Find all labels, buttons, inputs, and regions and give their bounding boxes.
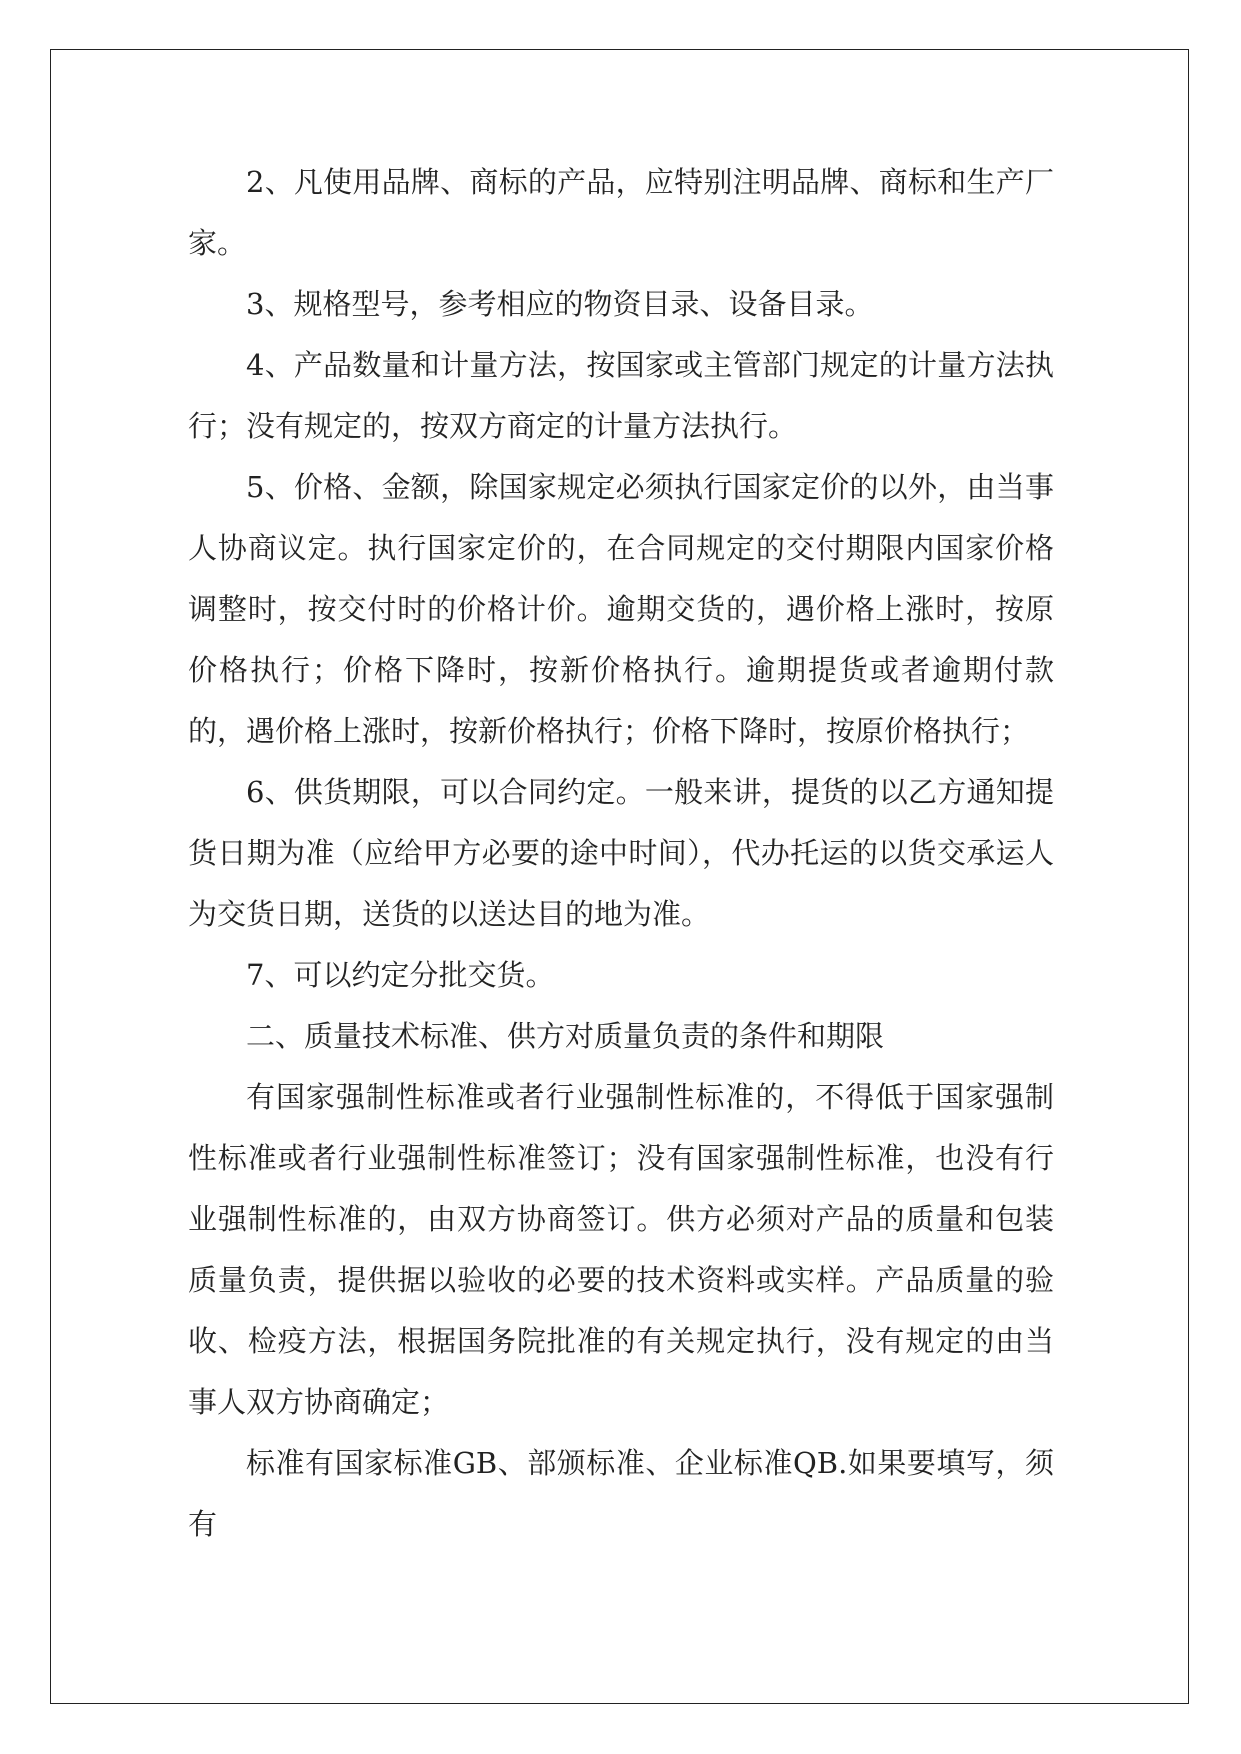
- paragraph-batch-delivery: 7、可以约定分批交货。: [246, 958, 555, 992]
- paragraph-quantity: 4、产品数量和计量方法，按国家或主管部门规定的计量方法执行；没有规定的，按双方商定的计量方法执行。: [188, 348, 1054, 443]
- section-heading-quality: 二、质量技术标准、供方对质量负责的条件和期限: [246, 1019, 885, 1053]
- paragraph-delivery-period: 6、供货期限，可以合同约定。一般来讲，提货的以乙方通知提货日期为准（应给甲方必要的途中时间），代办托运的以货交承运人为交货日期，送货的以送达目的地为准。: [188, 775, 1054, 931]
- paragraph-spec: 3、规格型号，参考相应的物资目录、设备目录。: [246, 287, 874, 321]
- paragraph-standard-types: 标准有国家标准GB、部颁标准、企业标准QB.如果要填写，须有: [188, 1446, 1054, 1541]
- document-body: [188, 152, 1054, 1555]
- paragraph-price: 5、价格、金额，除国家规定必须执行国家定价的以外，由当事人协商议定。执行国家定价的，在合同规定的交付期限内国家价格调整时，按交付时的价格计价。逾期交货的，遇价格上涨时，按原价格执行；价格下降时，按新价格执行。逾期提货或者逾期付款的，遇价格上涨时，按新价格执行；价格下降时，按原价格执行；: [188, 470, 1054, 748]
- paragraph-brand: 2、凡使用品牌、商标的产品，应特别注明品牌、商标和生产厂家。: [188, 165, 1054, 260]
- paragraph-quality-standard: 有国家强制性标准或者行业强制性标准的，不得低于国家强制性标准或者行业强制性标准签订；没有国家强制性标准，也没有行业强制性标准的，由双方协商签订。供方必须对产品的质量和包装质量负责，提供据以验收的必要的技术资料或实样。产品质量的验收、检疫方法，根据国务院批准的有关规定执行，没有规定的由当事人双方协商确定；: [188, 1080, 1054, 1419]
